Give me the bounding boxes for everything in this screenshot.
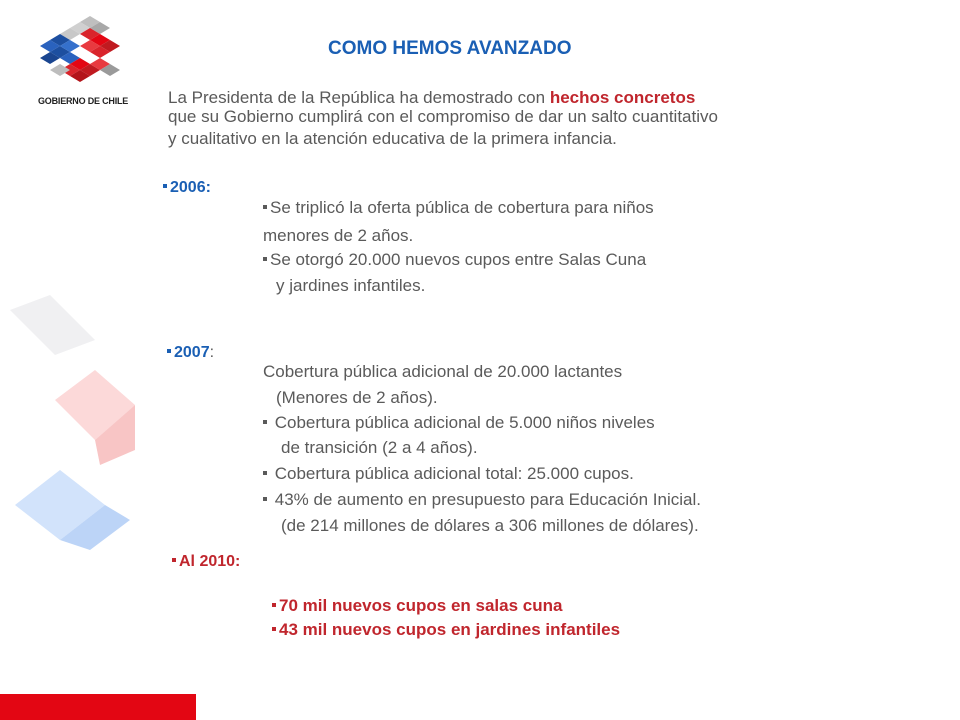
section-2006-line-1-text: Se triplicó la oferta pública de cobertura para niños — [270, 198, 654, 217]
bullet-icon — [272, 627, 276, 631]
bullet-icon — [263, 205, 267, 209]
section-2007-line-3-text: Cobertura pública adicional de 5.000 niños niveles — [274, 413, 655, 432]
page-title: COMO HEMOS AVANZADO — [328, 38, 572, 59]
section-2006-label — [163, 179, 211, 197]
intro-line-1-text: La Presidenta de la República ha demostrado con — [168, 88, 550, 107]
section-2007-line-5 — [263, 464, 634, 484]
intro-highlight: hechos concretos — [549, 88, 696, 107]
intro-line-2: que su Gobierno cumplirá con el compromiso de dar un salto cuantitativo — [168, 107, 718, 126]
section-2006-line-2: menores de 2 años. — [263, 226, 414, 245]
section-2010-line-1 — [272, 596, 562, 616]
intro-line-3: y cualitativo en la atención educativa de la primera infancia. — [168, 129, 617, 148]
intro-line-1 — [168, 88, 695, 108]
section-2007-line-6 — [263, 490, 701, 510]
section-2006-line-4: y jardines infantiles. — [276, 276, 426, 295]
section-2010-label — [172, 553, 240, 571]
logo-text: GOBIERNO DE CHILE — [38, 96, 129, 106]
section-2010-line-2-text: 43 mil nuevos cupos en jardines infantiles — [279, 620, 621, 639]
section-2006-label-text: 2006: — [170, 179, 211, 196]
bullet-icon — [167, 349, 171, 353]
section-2006-line-1 — [263, 198, 654, 218]
bullet-icon — [272, 603, 276, 607]
section-2007-line-3 — [263, 413, 655, 433]
section-2007-line-4: de transición (2 a 4 años). — [281, 438, 478, 457]
bullet-icon — [263, 420, 267, 424]
section-2007-label — [167, 344, 214, 362]
bullet-icon — [172, 558, 176, 562]
section-2010-line-2 — [272, 620, 620, 640]
section-2007-label-text: 2007 — [174, 344, 210, 361]
section-2010-line-1-text: 70 mil nuevos cupos en salas cuna — [279, 596, 563, 615]
section-2007-label-suffix: : — [209, 344, 215, 361]
bullet-icon — [263, 497, 267, 501]
section-2007-line-7: (de 214 millones de dólares a 306 millones de dólares). — [281, 516, 699, 535]
section-2007-line-2: (Menores de 2 años). — [276, 388, 438, 407]
bullet-icon — [263, 471, 267, 475]
bullet-icon — [163, 184, 167, 188]
bullet-icon — [263, 257, 267, 261]
decorative-cubes — [0, 290, 140, 550]
section-2006-line-3-text: Se otorgó 20.000 nuevos cupos entre Salas Cuna — [270, 250, 647, 269]
section-2007-line-5-text: Cobertura pública adicional total: 25.000 cupos. — [274, 464, 634, 483]
bottom-red-bar — [0, 694, 196, 720]
section-2006-line-3 — [263, 250, 646, 270]
section-2007-line-6-text: 43% de aumento en presupuesto para Educación Inicial. — [274, 490, 701, 509]
section-2007-line-1: Cobertura pública adicional de 20.000 lactantes — [263, 362, 623, 381]
section-2010-label-text: Al 2010: — [179, 553, 241, 570]
